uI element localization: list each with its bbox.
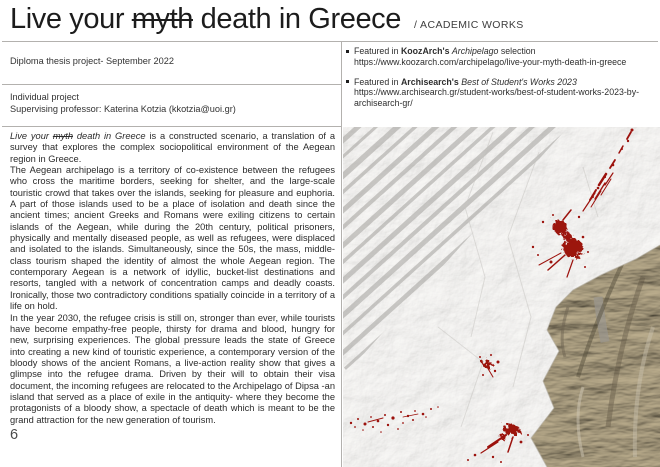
body-paragraph: Live your myth death in Greece is a constructed scenario, a translation of a survey that explores the complex sociopolitical environment of the Aegean region in Greece. [10,131,335,164]
meta-block [10,91,236,115]
project-description [10,131,335,426]
header-divider [2,41,658,42]
featured-url-link[interactable]: https://www.archisearch.gr/student-works/best-of-student-works-2023-by-archisearch-gr/ [354,87,640,109]
featured-url-link[interactable]: https://www.koozarch.com/archipelago/live-your-myth-death-in-greece [354,56,627,67]
featured-item-archisearch [346,77,654,109]
bullet-square-icon [346,80,349,83]
featured-list [346,46,654,118]
featured-text: Featured in KoozArch's Archipelago selection [354,46,536,56]
meta-supervisor-line: Supervising professor: Katerina Kotzia (kkotzia@uoi.gr) [10,104,236,114]
bullet-square-icon [346,50,349,53]
category-label: / ACADEMIC WORKS [414,19,524,31]
featured-text: Featured in Archisearch's Best of Student's Works 2023 [354,76,577,87]
page-number: 6 [10,427,19,443]
body-paragraph: The Aegean archipelago is a territory of co-existence between the refugees who cross the maritime borders, seeking for shelter, and the large-scale touristic crowd that takes over the islands, seeking for pleasure and euphoria. A part of those islands used to be a place of isolation and death since the ancient times; ancient Greeks and Romans were exiling citizens to certain islands of the Aegean, while during the 20th century, political prisoners, physically and mentally diseased people, as well as refugees, were displaced and isolated to the islands. Simultaneously, since the 50s, the mass, middle-class tourism shaped the identity of almost the whole Aegean region. The contemporary Aegean is a network of idyllic, bucket-list destinations and resorts, tangled with a network of concentration camps and deadly coasts. Ironically, those two contradictory conditions spatially coincide in a territory of a life on hold. [10,165,335,312]
cliff-blood-photo [343,127,660,467]
featured-item-koozarch [346,46,654,68]
body-strikethrough-word: myth [52,131,73,141]
meta-divider-1 [2,84,341,85]
title-strikethrough-word: myth [131,3,193,35]
column-divider [341,41,342,467]
page-header [10,3,524,36]
meta-divider-2 [2,126,341,127]
title-pre: Live your [10,3,132,35]
meta-project-line: Diploma thesis project- September 2022 [10,56,174,66]
page-title [10,3,401,36]
body-paragraph: In the year 2030, the refugee crisis is still on, stronger than ever, while tourists have become empathy-free people, thirsty for drama and blood, hungry for new, surprising experiences. The global pressure leads the state of Greece into creating a new kind of touristic experience, a contemporary version of the bloody shows of the ancient Romans, a live-action reality show that gives a glimpse into the refugee drama. Driven by their will to obtain their visa document, the incoming refugees are relocated to the Archipelago of Dipsa -an island that served as a place of exile in the antiquity- where they become the protagonists of a bloody show, a spectacle of death which is meant to be the grand attraction for the new generation of tourism. [10,312,335,425]
title-post: death in Greece [192,3,401,35]
meta-team-line: Individual project [10,92,79,102]
cliff-photo-svg [343,127,660,467]
